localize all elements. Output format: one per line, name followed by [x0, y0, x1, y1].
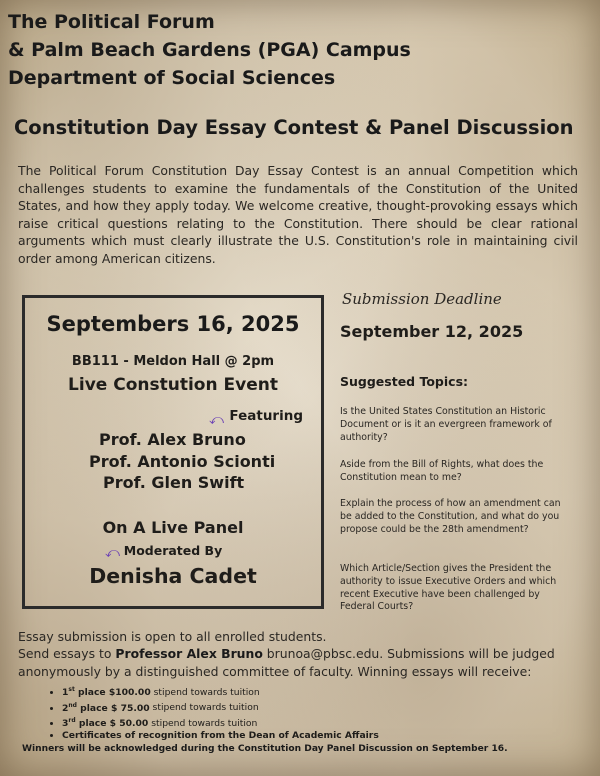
header-line-2: & Palm Beach Gardens (PGA) Campus	[8, 39, 411, 61]
event-box	[22, 295, 324, 609]
moderator-name: Denisha Cadet	[89, 564, 257, 588]
closing-note: Winners will be acknowledged during the Constitution Day Panel Discussion on September 16.	[22, 744, 508, 754]
prize-item: • 3rd place $ 50.00 stipend towards tuition	[62, 715, 379, 730]
topic-item: Explain the process of how an amendment can be added to the Constitution, and what do you propose could be the 28th amendment?	[340, 498, 561, 535]
prize-item: • 1st place $100.00 stipend towards tuition	[62, 684, 379, 699]
send-prefix: Send essays to	[18, 646, 116, 662]
contact-name: Professor Alex Bruno	[115, 646, 263, 662]
page-title: Constitution Day Essay Contest & Panel Discussion	[14, 116, 574, 139]
header-line-1: The Political Forum	[8, 11, 215, 33]
topic-item: Aside from the Bill of Rights, what does the Constitution mean to me?	[340, 459, 544, 483]
featuring-label: Featuring	[229, 408, 303, 424]
event-location: BB111 - Meldon Hall @ 2pm	[71, 354, 275, 369]
topics-heading: Suggested Topics:	[340, 374, 469, 389]
featuring-arrow-icon: ⤺	[209, 412, 224, 428]
send-suffix: brunoa@pbsc.edu. Submissions will be judged anonymously by a distinguished committee of faculty. Winning essays will receive:	[18, 646, 555, 679]
intro-paragraph: The Political Forum Constitution Day Essay Contest is an annual Competition which challenges students to examine the fundamentals of the Constitution of the United States, and how they apply today. We welcome creative, thought-provoking essays which raise critical questions relating to the Constitution. There should be clear rational arguments which must clearly illustrate the U.S. Constitution's role in maintaining civil order among American citizens.	[18, 163, 578, 266]
panelist-name: Prof. Alex Bruno	[99, 430, 246, 449]
topic-item: Which Article/Section gives the President the authority to issue Executive Orders and which recent Executive have been challenged by Federal Courts?	[340, 563, 557, 613]
prize-list	[48, 684, 379, 743]
topic-item: Is the United States Constitution an Historic Document or is it an evergreen framework of authority?	[340, 406, 552, 443]
header-line-3: Department of Social Sciences	[8, 67, 336, 89]
submission-deadline-date: September 12, 2025	[340, 322, 524, 341]
prize-item: • 2nd place $ 75.00 stipend towards tuition	[62, 699, 379, 714]
department-header	[8, 8, 411, 92]
panel-label: On A Live Panel	[102, 518, 244, 537]
eligibility-text: Essay submission is open to all enrolled students.	[18, 629, 327, 644]
panelist-name: Prof. Glen Swift	[103, 473, 245, 492]
event-live-title: Live Constution Event	[68, 375, 278, 395]
prize-item: • Certificates of recognition from the Dean of Academic Affairs	[62, 730, 379, 742]
submission-info	[18, 628, 584, 680]
send-instructions	[18, 645, 584, 680]
moderated-by-label: Moderated By	[123, 543, 223, 558]
event-date: Septembers 16, 2025	[46, 312, 300, 336]
panelist-name: Prof. Antonio Scionti	[89, 452, 276, 471]
submission-deadline-label: Submission Deadline	[342, 290, 502, 308]
moderator-arrow-icon: ⤺	[105, 545, 120, 561]
